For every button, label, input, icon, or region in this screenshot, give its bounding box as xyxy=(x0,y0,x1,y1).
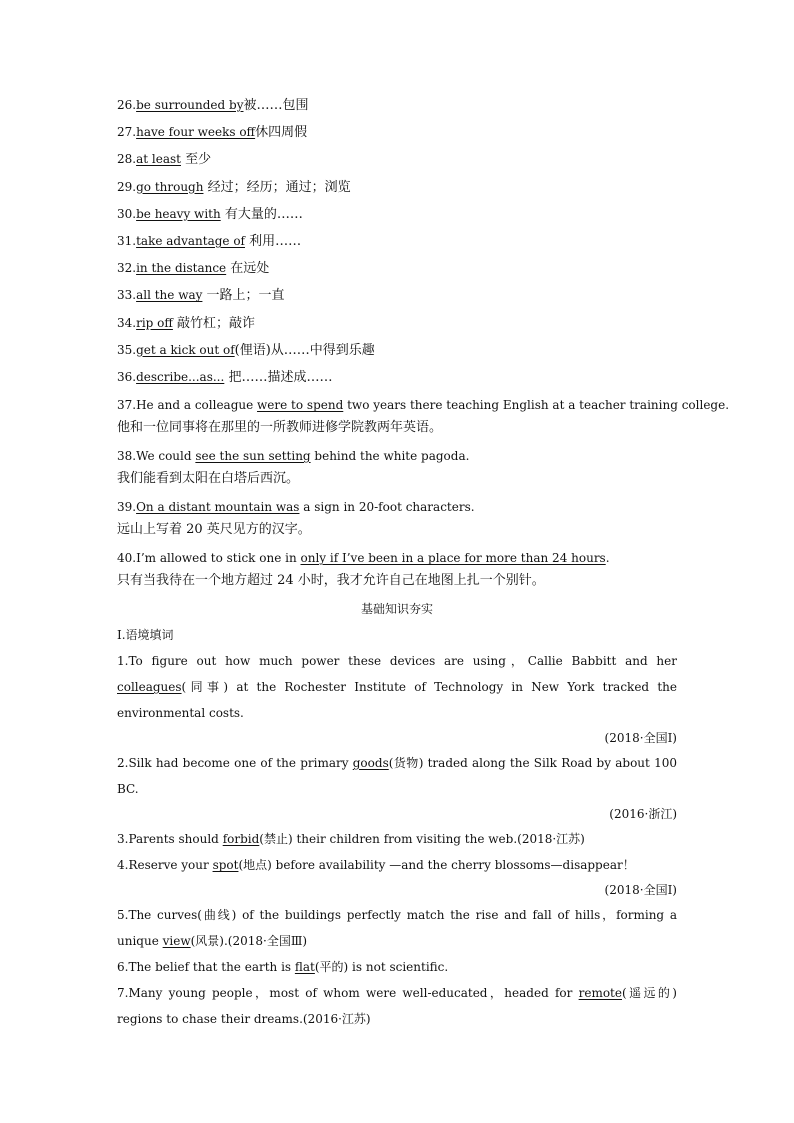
source-tag: (2018·全国Ⅰ) xyxy=(604,731,677,746)
answer-word: view xyxy=(162,934,191,949)
underlined-phrase: On a distant mountain was xyxy=(136,500,300,515)
item-number: 34. xyxy=(117,315,137,330)
underlined-phrase: see the sun setting xyxy=(195,449,311,464)
chinese-meaning: 利用…… xyxy=(245,233,302,249)
english-phrase: be heavy with xyxy=(136,206,221,221)
sentence-text: We could xyxy=(136,449,196,464)
sentence-item xyxy=(117,548,677,596)
english-phrase: get a kick out of xyxy=(136,342,235,357)
item-number: 32. xyxy=(117,261,137,276)
sentence-list xyxy=(117,395,730,596)
chinese-meaning: 把……描述成…… xyxy=(224,369,333,385)
exercise-item xyxy=(117,852,677,902)
exercise-list xyxy=(117,648,677,1032)
item-number: 38. xyxy=(117,449,137,464)
chinese-meaning: 在远处 xyxy=(226,261,270,277)
item-number: 26. xyxy=(117,98,137,112)
exercise-text: (地点) before availability —and the cherry blossoms—disappear！ xyxy=(238,858,635,873)
vocab-item xyxy=(117,259,677,286)
vocab-item xyxy=(117,341,677,368)
chinese-meaning: 有大量的…… xyxy=(220,206,303,222)
underlined-phrase: only if I’ve been in a place for more than 24 hours xyxy=(300,551,606,566)
section-title: 基础知识夯实 xyxy=(360,602,433,617)
chinese-meaning: 休四周假 xyxy=(255,125,308,141)
vocab-item xyxy=(117,178,677,205)
english-phrase: go through xyxy=(136,179,204,194)
sentence-item xyxy=(117,497,677,545)
sentence-item xyxy=(117,446,677,494)
answer-word: colleagues xyxy=(117,680,182,695)
exercise-text: 7.Many young people，most of whom were well-educated，headed for xyxy=(117,986,579,1001)
item-number: 39. xyxy=(117,500,137,515)
exercise-text: (遥远的) regions to chase their dreams.(2016·江苏) xyxy=(117,986,677,1027)
exercise-item xyxy=(117,902,677,954)
translation: 他和一位同事将在那里的一所教师进修学院教两年英语。 xyxy=(117,420,443,436)
underlined-phrase: were to spend xyxy=(257,398,344,413)
exercise-text: 4.Reserve your xyxy=(117,858,213,873)
vocab-list xyxy=(117,96,677,395)
exercise-text: (货物) traded along the Silk Road by about 100 BC. xyxy=(117,756,677,797)
vocab-item xyxy=(117,286,677,313)
item-number: 35. xyxy=(117,342,137,357)
vocab-item xyxy=(117,150,677,177)
item-number: 33. xyxy=(117,288,137,303)
sentence-text: behind the white pagoda. xyxy=(310,449,470,464)
english-phrase: in the distance xyxy=(136,261,227,276)
exercise-item xyxy=(117,648,677,750)
exercise-text: (风景).(2018·全国Ⅲ) xyxy=(190,934,308,949)
chinese-meaning: 被……包围 xyxy=(243,98,309,113)
chinese-meaning: 经过；经历；通过；浏览 xyxy=(203,179,351,195)
exercise-item xyxy=(117,826,677,852)
sentence-text: He and a colleague xyxy=(136,398,258,413)
exercise-text: (平的) is not scientific. xyxy=(314,960,449,975)
exercise-text: 1.To figure out how much power these devices are using，Callie Babbitt and her xyxy=(117,654,677,669)
item-number: 28. xyxy=(117,152,137,167)
exercise-text: 3.Parents should xyxy=(117,832,223,847)
english-phrase: at least xyxy=(136,152,181,167)
vocab-item xyxy=(117,96,677,123)
vocab-item xyxy=(117,205,677,232)
exercise-text: 2.Silk had become one of the primary xyxy=(117,756,353,771)
item-number: 27. xyxy=(117,125,137,140)
chinese-meaning: (俚语)从……中得到乐趣 xyxy=(234,342,375,358)
exercise-text: 6.The belief that the earth is xyxy=(117,960,295,975)
exercise-text: (同事) at the Rochester Institute of Technology in New York tracked the environmental costs. xyxy=(117,680,677,721)
answer-word: flat xyxy=(294,960,315,975)
source-tag: (2016·浙江) xyxy=(609,807,677,822)
answer-word: forbid xyxy=(222,832,260,847)
translation: 只有当我待在一个地方超过 24 小时，我才允许自己在地图上扎一个别针。 xyxy=(117,573,545,589)
vocab-item xyxy=(117,314,677,341)
item-number: 36. xyxy=(117,369,137,384)
english-phrase: describe...as... xyxy=(136,369,225,384)
item-number: 37. xyxy=(117,398,137,413)
translation: 远山上写着 20 英尺见方的汉字。 xyxy=(117,522,311,538)
translation: 我们能看到太阳在白塔后西沉。 xyxy=(117,471,300,487)
sentence-text: . xyxy=(605,551,610,566)
answer-word: remote xyxy=(578,986,622,1001)
item-number: 31. xyxy=(117,233,137,248)
exercise-text: 5.The curves(曲线) of the buildings perfectly match the rise and fall of hills，forming a unique xyxy=(117,908,677,949)
chinese-meaning: 敲竹杠；敲诈 xyxy=(172,315,256,331)
english-phrase: rip off xyxy=(136,315,173,330)
sentence-text: a sign in 20-foot characters. xyxy=(299,500,475,515)
chinese-meaning: 至少 xyxy=(180,152,212,168)
chinese-meaning: 一路上；一直 xyxy=(202,288,285,304)
answer-word: spot xyxy=(212,858,239,873)
english-phrase: take advantage of xyxy=(136,233,245,248)
sentence-text: I’m allowed to stick one in xyxy=(136,551,301,566)
vocab-item xyxy=(117,232,677,259)
english-phrase: all the way xyxy=(136,288,203,303)
exercise-text: (禁止) their children from visiting the web.(2018·江苏) xyxy=(259,832,585,847)
sentence-item xyxy=(117,395,730,443)
answer-word: goods xyxy=(352,756,389,771)
subsection-title: Ⅰ.语境填词 xyxy=(117,628,174,643)
exercise-item xyxy=(117,980,677,1032)
english-phrase: be surrounded by xyxy=(136,98,244,112)
item-number: 30. xyxy=(117,206,137,221)
sentence-text: two years there teaching English at a teacher training college. xyxy=(343,398,730,413)
item-number: 40. xyxy=(117,551,137,566)
vocab-item xyxy=(117,368,677,395)
document-page xyxy=(117,96,730,1032)
item-number: 29. xyxy=(117,179,137,194)
exercise-item xyxy=(117,750,677,826)
english-phrase: have four weeks off xyxy=(136,125,256,140)
source-tag: (2018·全国Ⅰ) xyxy=(604,883,677,898)
exercise-item xyxy=(117,954,677,980)
vocab-item xyxy=(117,123,677,150)
